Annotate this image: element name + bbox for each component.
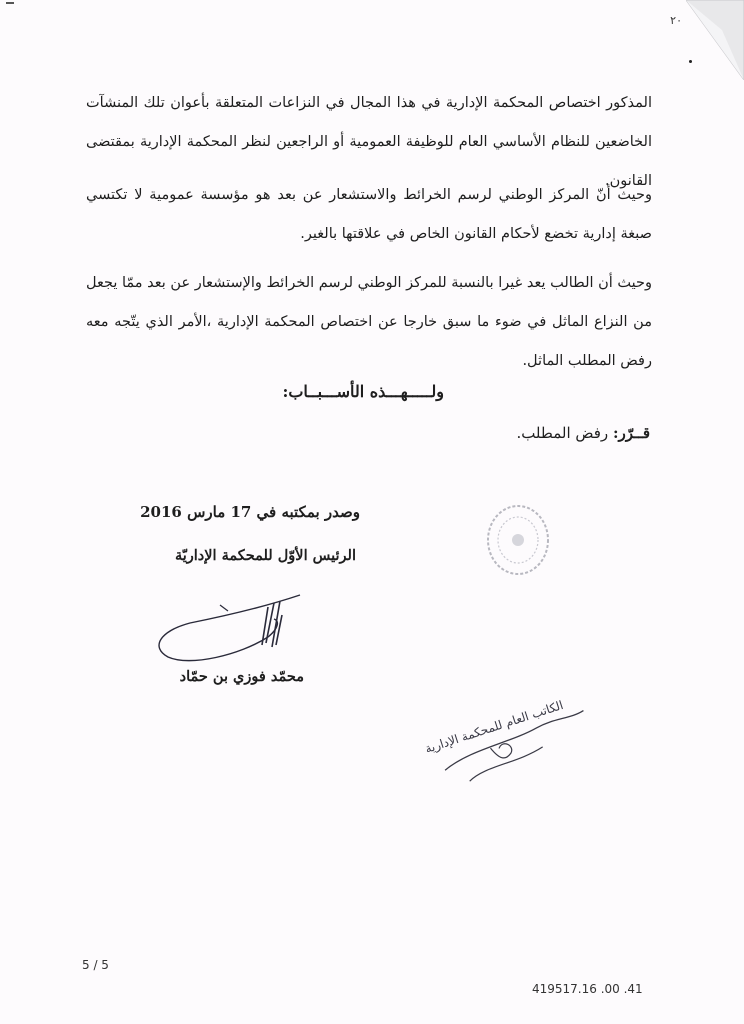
handwritten-signature (150, 585, 310, 675)
issued-date-line: وصدر بمكتبه في 17 مارس 2016 (140, 503, 360, 521)
decision-label: قــرّر: (612, 424, 650, 442)
reasons-heading: ولـــــهـــذه الأســـبــاب: (282, 382, 444, 401)
paragraph-3: وحيث أن الطالب يعد غيرا بالنسبة للمركز الوطني لرسم الخرائط والإستشعار عن بعد ممّا يجعل من النزاع الماثل في ضوء ما سبق خارجا عن اختصاص المحكمة الإدارية ،الأمر الذي يتّجه معه رفض المطلب الماثل. (86, 275, 652, 369)
decision (516, 424, 650, 442)
scan-mark (6, 2, 14, 4)
decision-text: رفض المطلب. (516, 424, 609, 442)
signer-name: محمّد فوزي بن حمّاد (179, 668, 304, 685)
round-seal (480, 500, 550, 580)
clerk-stamp-text: الكاتب العام للمحكمة الإدارية (423, 697, 565, 756)
paragraph-1: المذكور اختصاص المحكمة الإدارية في هذا المجال في النزاعات المتعلقة بأعوان تلك المنشآت الخاضعين للنظام الأساسي العام للوظيفة العمومية أو الراجعين لنظر المحكمة الإدارية بمقتضى القانون. (86, 95, 652, 189)
folded-corner (686, 0, 744, 80)
page-number: 5 / 5 (82, 958, 109, 972)
clerk-stamp (400, 690, 600, 800)
ink-dot (689, 60, 692, 63)
reference-number: 419517.16 .00 .41 (532, 982, 643, 996)
president-title: الرئيس الأوّل للمحكمة الإداريّة (174, 547, 356, 564)
top-page-number: ٢٠ (670, 14, 682, 27)
paragraph-2: وحيث أنّ المركز الوطني لرسم الخرائط والاستشعار عن بعد هو مؤسسة عمومية لا تكتسي صبغة إدارية تخضع لأحكام القانون الخاص في علاقتها بالغير. (86, 187, 652, 242)
